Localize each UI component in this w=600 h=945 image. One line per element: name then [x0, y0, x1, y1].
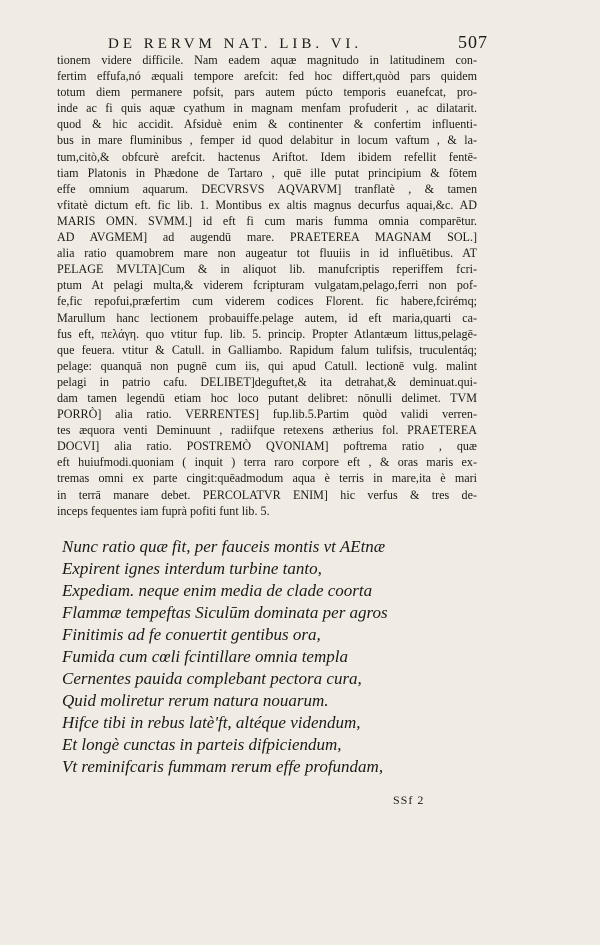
poem-line: Vt reminifcaris fummam rerum effe profundam, — [62, 757, 384, 776]
page-number: 507 — [458, 32, 488, 52]
poem-verses — [62, 536, 482, 778]
commentary-line: tremas omni ex parte cingit:quēadmodum aqua è terris in mare,ita è mari — [57, 471, 477, 486]
poem-line: Et longè cunctas in parteis difpiciendum, — [62, 735, 342, 754]
commentary-line: fertim effufa,nó æquali tempore arefcit: fed hoc differt,quòd pars quidem — [57, 69, 477, 84]
commentary-line: Marullum hanc lectionem probauiffe.pelage autem, id eft maria,quarti ca- — [57, 310, 477, 325]
commentary-line: fe,fic repofui,præfertim cum viderem codices Florent. fic habere,fcirémq; — [57, 294, 477, 309]
poem-line: Flammæ tempeftas Siculūm dominata per agros — [62, 603, 388, 622]
commentary-line: tiam Platonis in Phædone de Tartaro , quē ille putat principium & fōtem — [57, 165, 477, 180]
commentary-line: fus eft, πελάγη. quo vtitur fup. lib. 5. princip. Propter Atlantæum littus,pelagē- — [57, 326, 477, 341]
commentary-line: effe omnium aquarum. DECVRSVS AQVARVM] tranflatè , & tamen — [57, 181, 477, 196]
commentary-line: dam tamen legendū etiam hoc loco putant delibret: nōnulli delimet. TVM — [57, 390, 477, 405]
signature-mark: SSf 2 — [393, 793, 425, 807]
commentary-line: tum,citò,& obfcurè arefcit. hactenus Ariftot. Idem ibidem refellit fentē- — [57, 149, 477, 164]
commentary-line: vfitatè dictum eft. fic lib. 1. Montibus ex altis magnus decurfus aquai,&c. AD — [57, 197, 477, 212]
poem-line: Nunc ratio quæ fit, per fauceis montis vt AEtnæ — [62, 537, 386, 556]
poem-line: Fumida cum cœli fcintillare omnia templa — [62, 647, 348, 666]
commentary-line: inceps fequentes iam fuprà pofiti funt lib. 5. — [57, 503, 270, 518]
commentary-line: inde ac fi quis aquæ cyathum in magnam menfam profuderit , ac dilatarit. — [57, 101, 477, 116]
commentary-line: tes æquora venti Deminuunt , radiifque retexens ætherius fol. PRAETEREA — [57, 423, 477, 438]
commentary-line: DOCVI] alia ratio. POSTREMÒ QVONIAM] poftrema ratio , quæ — [57, 439, 477, 454]
commentary-line: MARIS OMN. SVMM.] id eft fi cum maris fumma omnia comparētur. — [57, 213, 477, 228]
commentary-line: quod & hic accidit. Afsiduè enim & continenter & confertim influenti- — [57, 117, 477, 132]
commentary-line: totum diem permanere pofsit, pars autem púcto temporis euanefcat, pro- — [57, 85, 477, 100]
commentary-line: tionem videre difficile. Nam eadem aquæ magnitudo in latitudinem con- — [57, 53, 477, 67]
poem-line: Expediam. neque enim media de clade coorta — [62, 581, 373, 600]
page-header — [108, 32, 488, 53]
commentary-text — [57, 52, 477, 519]
commentary-line: PORRÒ] alia ratio. VERRENTES] fup.lib.5.Partim quòd validi verren- — [57, 407, 477, 422]
commentary-line: AD AVGMEM] ad augendū mare. PRAETEREA MAGNAM SOL.] — [57, 230, 477, 245]
poem-line: Finitimis ad fe conuertit gentibus ora, — [62, 625, 321, 644]
commentary-line: alia ratio quamobrem mare non augeatur tot fluuiis in id influētibus. AT — [57, 246, 477, 261]
poem-line: Hifce tibi in rebus latè'ft, altéque videndum, — [62, 713, 361, 732]
commentary-line: PELAGE MVLTA]Cum & in aliquot lib. manufcriptis reperiffem fcri- — [57, 262, 477, 277]
poem-line: Cernentes pauida complebant pectora cura, — [62, 669, 362, 688]
poem-line: Expirent ignes interdum turbine tanto, — [62, 559, 322, 578]
commentary-line: eft huiufmodi.quoniam ( inquit ) terra raro corpore eft , & oras maris ex- — [57, 455, 477, 470]
commentary-line: pelage: quanquā non pugnē cum iis, qui apud Catull. lectionē vulg. malint — [57, 358, 477, 373]
running-title: DE RERVM NAT. LIB. VI. — [108, 36, 363, 52]
commentary-line: pelagi in patrio cafu. DELIBET]deguftet,& ita detrahat,& deminuat.qui- — [57, 374, 477, 389]
commentary-line: que feuera. vtitur & Catull. in Galliambo. Rapidum falum tulifsis, truculentáq; — [57, 342, 477, 357]
commentary-line: in terrā manare debet. PERCOLATVR ENIM] hic verfus & tres de- — [57, 487, 477, 502]
commentary-line: bus in mare fluminibus , femper id quod delabitur in locum vaftum , & la- — [57, 133, 477, 148]
commentary-line: ptum At pelagi multa,& viderem fcripturam vulgatam,pelago,ferri non pof- — [57, 278, 477, 293]
poem-line: Quid moliretur rerum natura nouarum. — [62, 691, 329, 710]
